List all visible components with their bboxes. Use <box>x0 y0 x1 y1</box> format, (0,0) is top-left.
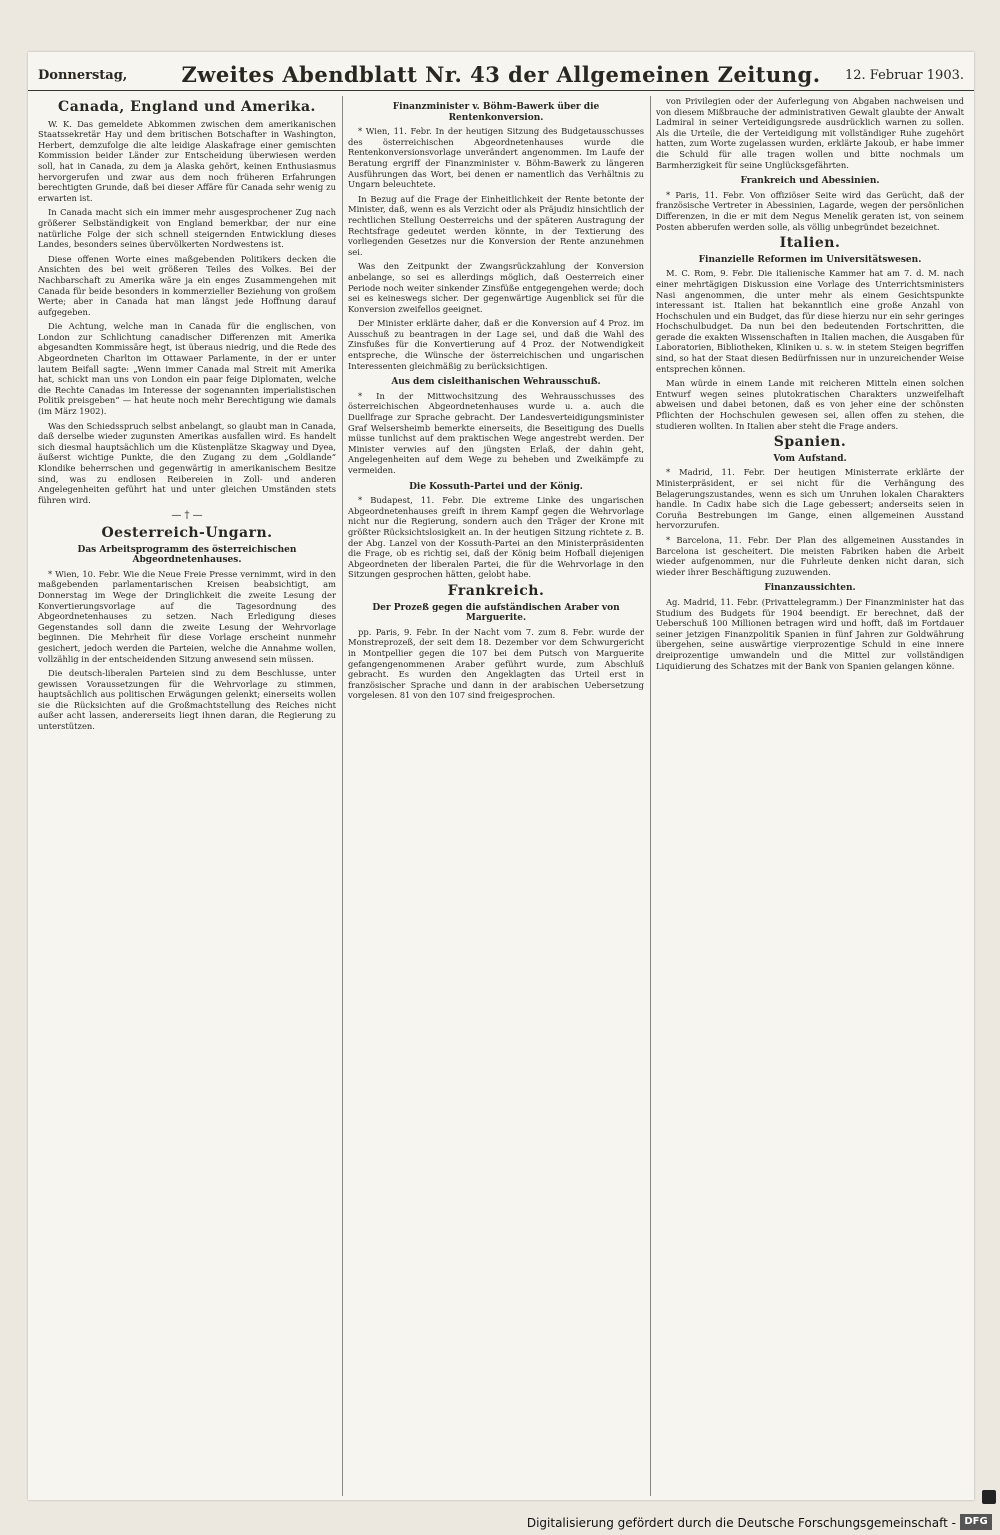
masthead-title: Zweites Abendblatt Nr. 43 der Allgemeinen Zeitung. <box>181 62 821 87</box>
article-paragraph: W. K. Das gemeldete Abkommen zwischen dem amerikanischen Staatssekretär Hay und dem britischen Botschafter in Washington, Herbert, demzufolge die alte leidige Alaskafrage einer gemischten Kommission beider Länder zur Entscheidung überwiesen werden soll, hat in Canada, zu dem ja Alaska gehört, keinen Enthusiasmus hervorgerufen und zwar aus dem noch früheren Erfahrungen berechtigten Grunde, daß bei dieser Affäre für Canada sehr wenig zu erwarten ist. <box>38 118 336 203</box>
article-subheading: Das Arbeitsprogramm des österreichischen Abgeordnetenhauses. <box>77 544 297 566</box>
article-paragraph: Diese offenen Worte eines maßgebenden Politikers decken die Ansichten des bei weit größeren Teiles des Volkes. Bei der Nachbarschaft zu Amerika wäre ja ein enges Zusammengehen mit Canada für beide besonders in kommerzieller Beziehung von großem Werte; aber in Canada hat man längst jede Hoffnung darauf aufgegeben. <box>38 253 336 317</box>
newspaper-page <box>28 52 974 1500</box>
article-paragraph: Was den Schiedsspruch selbst anbelangt, so glaubt man in Canada, daß derselbe wieder zugunsten Amerikas ausfallen wird. Es handelt sich diesmal hauptsächlich um die Küstenplätze Skagway und Dyea, äußerst wichtige Punkte, die den Zugang zu dem „Goldlande“ Klondike beherrschen und gegenwärtig in amerikanischem Besitze sind, was zu endlosen Reibereien in Zoll- und anderen Angelegenheiten geführt hat und unter gleichen Umständen stets führen wird. <box>38 420 336 505</box>
column-divider <box>342 96 343 1496</box>
article-paragraph: * Madrid, 11. Febr. Der heutigen Ministerrate erklärte der Ministerpräsident, er sei nicht für die Verhängung des Belagerungszustandes, wenn es sich um Unruhen lokalen Charakters handle. In Cadix habe sich die Lage gebessert; anderseits seien in Coruña Bestrebungen im Gange, einen allgemeinen Ausstand hervorzurufen. <box>656 467 964 531</box>
article-paragraph: In Bezug auf die Frage der Einheitlichkeit der Rente betonte der Minister, daß, wenn es als Verzicht oder als Präjudiz hinsichtlich der rechtlichen Stellung Oesterreichs und der späteren Austragung der Rechtsfrage gedeutet werden könnte, in der Textierung des vorliegenden Gesetzes nur die Konversion der Rente anzunehmen sei. <box>348 193 644 257</box>
section-heading-italien: Italien. <box>779 235 841 252</box>
article-subheading: Finanzielle Reformen im Universitätswesen. <box>698 254 922 265</box>
article-paragraph: M. C. Rom, 9. Febr. Die italienische Kammer hat am 7. d. M. nach einer mehrtägigen Diskussion eine Vorlage des Unterrichtsministers Nasi angenommen, die unter mehr als einem Gesichtspunkte interessant ist. Italien hat bekanntlich eine große Anzahl von Hochschulen und ein Budget, das für diese hierzu nur ein sehr geringes Hochschulbudget. Da nun bei den bedeutenden Fortschritten, die gerade die exakten Wissenschaften in Italien machen, die Ausgaben für Laboratorien, Bibliotheken, Kliniken u. s. w. in stetem Steigen begriffen sind, so hat der Staat diesen Bedürfnissen nur in unzureichender Weise entsprechen können. <box>656 268 964 374</box>
column-divider <box>650 96 651 1496</box>
digitization-footer <box>0 1512 1000 1535</box>
article-paragraph: * Wien, 10. Febr. Wie die Neue Freie Presse vernimmt, wird in den maßgebenden parlamentarischen Kreisen beabsichtigt, am Donnerstag im Wege der Dringlichkeit die zweite Lesung der Konvertierungsvorlage auf die Tagesordnung des Abgeordnetenhauses zu setzen. Nach Erledigung dieses Gegenstandes soll dann die zweite Lesung der Wehrvorlage beginnen. Die Mehrheit für diese Vorlage erscheint nunmehr gesichert, jedoch werden die Parteien, welche die Annahme wollen, vollzählig in der entscheidenden Sitzung anwesend sein müssen. <box>38 568 336 664</box>
article-subheading: Frankreich und Abessinien. <box>740 176 880 187</box>
article-paragraph: von Privilegien oder der Auferlegung von Abgaben nachweisen und von diesem Mißbrauche der administrativen Gewalt glaubte der Anwalt Ladmiral in seiner Verteidigungsrede ausdrücklich warnen zu sollen. Als die Urteile, die der Verteidigung mit vollständiger Ruhe zugehört hatten, zum Worte zugelassen wurden, erklärte Jakoub, er habe immer die Schuld für alle tragen wollen und bitte nochmals um Barmherzigkeit für seine Unglücksgefährten. <box>656 96 964 170</box>
article-paragraph: In Canada macht sich ein immer mehr ausgesprochener Zug nach größerer Selbständigkeit von England bemerkbar, der nur eine natürliche Folge der sich schnell steigernden Entwicklung dieses Landes, besonders seines übervölkerten Nordwestens ist. <box>38 207 336 250</box>
dfg-logo-icon: DFG <box>960 1514 992 1530</box>
article-paragraph: * Barcelona, 11. Febr. Der Plan des allgemeinen Ausstandes in Barcelona ist gescheitert. Die meisten Fabriken haben die Arbeit wieder aufgenommen, nur die Fuhrleute denken nicht daran, sich wieder ihrer Beschäftigung zuzuwenden. <box>656 534 964 577</box>
article-subheading: Finanzaussichten. <box>764 583 856 594</box>
footer-credit: Digitalisierung gefördert durch die Deutsche Forschungsgemeinschaft - <box>526 1516 956 1530</box>
article-subheading: Der Prozeß gegen die aufständischen Araber von Marguerite. <box>372 602 620 624</box>
scan-marker-icon <box>982 1490 996 1504</box>
article-subheading: Finanzminister v. Böhm-Bawerk über die Rentenkonversion. <box>392 102 600 123</box>
article-paragraph: Man würde in einem Lande mit reicheren Mitteln einen solchen Entwurf wegen seines plutokratischen Charakters unzweifelhaft abweisen und dabei betonen, daß es von jeher eine der schönsten Pflichten der Hochschulen gewesen sei, allen offen zu stehen, die studieren wollten. In Italien aber steht die Frage anders. <box>656 378 964 431</box>
article-paragraph: pp. Paris, 9. Febr. In der Nacht vom 7. zum 8. Febr. wurde der Monstreprozeß, der seit dem 18. Dezember vor dem Schwurgericht in Montpellier gegen die 107 bei dem Putsch von Marguerite gefangengenommenen Araber geführt wurde, zum Abschluß gebracht. Es wurden den Angeklagten das Urteil erst in französischer Sprache und dann in der arabischen Uebersetzung vorgelesen. 81 von den 107 sind freigesprochen. <box>348 626 644 701</box>
article-paragraph: * Paris, 11. Febr. Von offiziöser Seite wird das Gerücht, daß der französische Vertreter in Abessinien, Lagarde, wegen der persönlichen Differenzen, in die er mit dem Negus Menelik geraten ist, von seinem Posten abberufen werden solle, als völlig unbegründet bezeichnet. <box>656 189 964 232</box>
column-2 <box>348 96 644 1496</box>
column-1 <box>38 96 336 1496</box>
masthead <box>28 58 974 91</box>
section-separator: — † — <box>171 510 203 522</box>
column-3 <box>656 96 964 1496</box>
article-subheading: Aus dem cisleithanischen Wehrausschuß. <box>391 377 601 388</box>
article-paragraph: Der Minister erklärte daher, daß er die Konversion auf 4 Proz. im Ausschuß zu beantragen in der Lage sei, und daß die Wahl des Zinsfußes für die Konvertierung auf 4 Proz. der Notwendigkeit entspreche, die Wünsche der österreichischen und ungarischen Interessenten gleichmäßig zu berücksichtigen. <box>348 318 644 371</box>
article-subheading: Die Kossuth-Partei und der König. <box>409 481 583 492</box>
masthead-day: Donnerstag, <box>38 68 128 83</box>
article-paragraph: Die Achtung, welche man in Canada für die englischen, von London zur Schlichtung canadischer Differenzen mit Amerika abgesandten Kommissäre hegt, ist überaus niedrig, und die Rede des Abgeordneten Charlton im Ottawaer Parlamente, in der er unter lautem Beifall sagte: „Wenn immer Canada mal Streit mit Amerika hat, schickt man uns von London ein paar feige Diplomaten, welche die Rechte Canadas im Interesse der sogenannten imperialistischen Politik preisgeben“ — hat heute noch mehr Berechtigung wie damals (im März 1902). <box>38 321 336 417</box>
article-paragraph: Was den Zeitpunkt der Zwangsrückzahlung der Konversion anbelange, so sei es allerdings möglich, daß Oesterreich einer Periode noch weiter sinkender Zinsfüße entgegengehen werde; doch sei es keineswegs sicher. Der gegenwärtige Augenblick sei für die Konversion zweifellos geeignet. <box>348 261 644 314</box>
section-heading-frankreich: Frankreich. <box>447 582 545 599</box>
article-heading-canada: Canada, England und Amerika. <box>58 99 316 115</box>
article-paragraph: Ag. Madrid, 11. Febr. (Privattelegramm.) Der Finanzminister hat das Studium des Budgets für 1904 beendigt. Er berechnet, daß der Ueberschuß 100 Millionen betragen wird und hofft, daß im Fortdauer seiner jetzigen Finanzpolitik Spanien in fünf Jahren zur Goldwährung übergehen, seine auswärtige vierprozentige Schuld in eine innere dreiprozentige umwandeln und die Mittel zur vollständigen Liquidierung des Schatzes mit der Bank von Spanien gelangen könne. <box>656 596 964 671</box>
section-heading-spanien: Spanien. <box>773 434 847 451</box>
article-paragraph: Die deutsch-liberalen Parteien sind zu dem Beschlusse, unter gewissen Voraussetzungen für die Wehrvorlage zu stimmen, hauptsächlich aus politischen Erwägungen gelenkt; einerseits wollen sie die Rücksichten auf die Großmachtstellung des Reiches nicht außer acht lassen, andererseits liegt ihnen daran, die Regierung zu unterstützen. <box>38 668 336 732</box>
article-paragraph: * In der Mittwochsitzung des Wehrausschusses des österreichischen Abgeordnetenhauses wurde u. a. auch die Duellfrage zur Sprache gebracht. Der Landesverteidigungsminister Graf Welsersheimb bemerkte einerseits, die Beseitigung des Duells müsse tunlichst auf dem praktischen Wege angestrebt werden. Der Minister verwies auf den jüngsten Erlaß, der dahin geht, Angelegenheiten auf dem Wege zu beheben und Zweikämpfe zu vermeiden. <box>348 390 644 475</box>
masthead-date: 12. Februar 1903. <box>844 68 964 83</box>
article-subheading: Vom Aufstand. <box>773 453 847 464</box>
article-paragraph: * Wien, 11. Febr. In der heutigen Sitzung des Budgetausschusses des österreichischen Abgeordnetenhauses wurde die Rentenkonversionsvorlage unverändert angenommen. Im Laufe der Beratung ergriff der Finanzminister v. Böhm-Bawerk zu längeren Ausführungen das Wort, bei denen er namentlich das Verhältnis zu Ungarn beleuchtete. <box>348 126 644 190</box>
article-paragraph: * Budapest, 11. Febr. Die extreme Linke des ungarischen Abgeordnetenhauses greift in ihrem Kampf gegen die Wehrvorlage nicht nur die Regierung, sondern auch den Träger der Krone mit größter Rücksichtslosigkeit an. In der heutigen Sitzung richtete z. B. der Abg. Lanzel von der Kossuth-Partei an den Ministerpräsidenten die Frage, ob es richtig sei, daß der König beim Hofball diejenigen Abgeordneten der liberalen Partei, die für die Wehrvorlage in den Sitzungen gesprochen hätten, gelobt habe. <box>348 495 644 580</box>
section-heading-oesterreich: Oesterreich-Ungarn. <box>101 524 273 541</box>
